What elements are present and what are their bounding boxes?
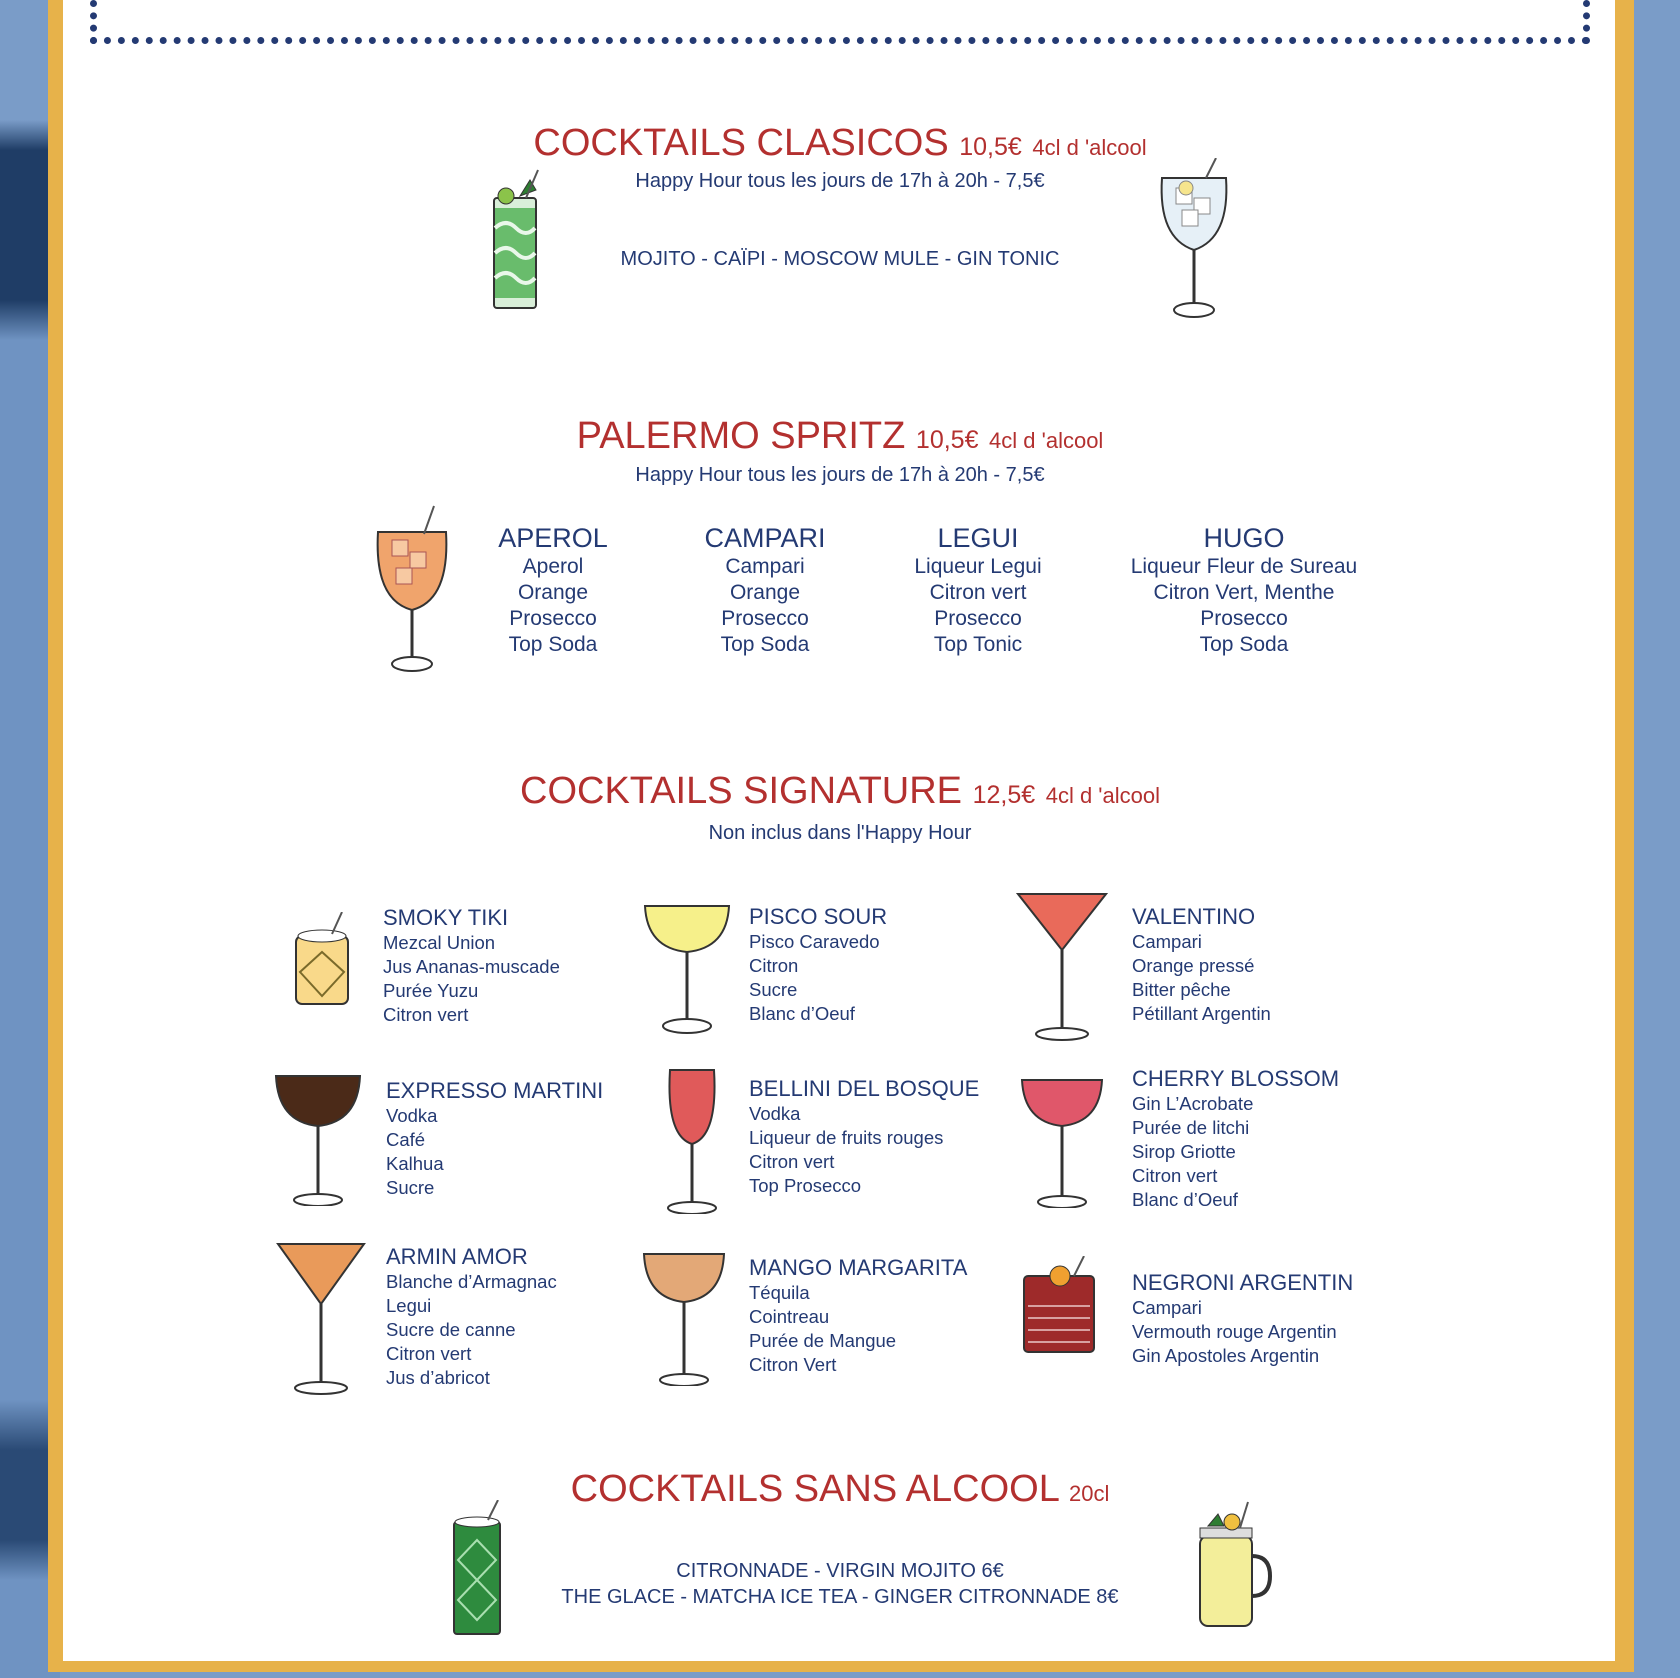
cocktail-name: BELLINI DEL BOSQUE xyxy=(749,1076,980,1101)
signature-item-pisco-sour xyxy=(749,904,887,1026)
ingredient: Citron Vert xyxy=(749,1354,837,1375)
ingredient: Orange pressé xyxy=(1132,955,1255,976)
ingredient: Gin L’Acrobate xyxy=(1132,1093,1254,1114)
section-title: COCKTAILS SANS ALCOOL xyxy=(570,1468,1059,1510)
spritz-name: APEROL xyxy=(498,523,608,553)
cocktail-name: MANGO MARGARITA xyxy=(749,1255,968,1280)
signature-item-bellini-del-bosque xyxy=(749,1076,979,1198)
ingredient: Vermouth rouge Argentin xyxy=(1132,1321,1337,1342)
ingredient: Citron Vert, Menthe xyxy=(1153,581,1335,604)
signature-item-negroni-argentin xyxy=(1132,1270,1353,1368)
ingredient: Mezcal Union xyxy=(383,932,496,953)
ingredient: Prosecco xyxy=(934,607,1022,630)
ingredient: Blanche d’Armagnac xyxy=(386,1271,557,1292)
ingredient: Vodka xyxy=(386,1105,438,1126)
signature-item-cherry-blossom xyxy=(1132,1066,1339,1212)
ingredient: Cointreau xyxy=(749,1306,830,1327)
armin-amor-martini-glass-icon xyxy=(276,1240,366,1396)
cocktail-name: NEGRONI ARGENTIN xyxy=(1132,1270,1354,1295)
signature-item-valentino xyxy=(1132,904,1271,1026)
spritz-happy-hour: Happy Hour tous les jours de 17h à 20h - 7,5€ xyxy=(635,464,1045,486)
ingredient: Gin Apostoles Argentin xyxy=(1132,1345,1320,1366)
spritz-heading xyxy=(0,415,1680,458)
bellini-wine-glass-icon xyxy=(664,1066,720,1214)
spritz-item-hugo xyxy=(1114,522,1374,658)
ingredient: Jus Ananas-muscade xyxy=(383,956,560,977)
section-title: COCKTAILS SIGNATURE xyxy=(520,770,963,812)
spritz-name: CAMPARI xyxy=(704,523,826,553)
ingredient: Sucre de canne xyxy=(386,1319,516,1340)
ingredient: Top Soda xyxy=(720,633,810,656)
ingredient: Citron vert xyxy=(929,581,1027,604)
ingredient: Liqueur Fleur de Sureau xyxy=(1130,555,1358,578)
cocktail-name: VALENTINO xyxy=(1132,904,1256,929)
ingredient: Liqueur Legui xyxy=(914,555,1042,578)
ingredient: Aperol xyxy=(522,555,584,578)
ingredient: Citron vert xyxy=(386,1343,472,1364)
ingredient: Campari xyxy=(1132,931,1202,952)
ingredient: Blanc d’Oeuf xyxy=(749,1003,855,1024)
ingredient: Purée de litchi xyxy=(1132,1117,1250,1138)
ingredient: Blanc d’Oeuf xyxy=(1132,1189,1238,1210)
tiki-glass-icon xyxy=(292,912,356,1008)
ingredient: Purée de Mangue xyxy=(749,1330,897,1351)
cocktail-name: SMOKY TIKI xyxy=(383,905,509,930)
section-title: COCKTAILS CLASICOS xyxy=(533,122,949,164)
ingredient: Legui xyxy=(386,1295,432,1316)
ingredient: Sirop Griotte xyxy=(1132,1141,1236,1162)
cocktail-name: CHERRY BLOSSOM xyxy=(1132,1066,1340,1091)
ingredient: Pisco Caravedo xyxy=(749,931,880,952)
signature-item-smoky-tiki xyxy=(383,905,560,1027)
cocktail-name: EXPRESSO MARTINI xyxy=(386,1078,604,1103)
signature-note: Non inclus dans l'Happy Hour xyxy=(708,822,972,844)
negroni-glass-icon xyxy=(1020,1256,1104,1356)
ingredient: Top Soda xyxy=(1199,633,1289,656)
ingredient: Café xyxy=(386,1129,426,1150)
ingredient: Sucre xyxy=(386,1177,435,1198)
clasicos-happy-hour: Happy Hour tous les jours de 17h à 20h - 7,5€ xyxy=(635,170,1045,192)
ingredient: Pétillant Argentin xyxy=(1132,1003,1271,1024)
section-title: PALERMO SPRITZ xyxy=(576,415,906,457)
section-price: 10,5€ xyxy=(959,133,1022,161)
lemonade-jar-icon xyxy=(1196,1500,1272,1630)
clasicos-heading xyxy=(0,122,1680,165)
ingredient: Téquila xyxy=(749,1282,810,1303)
gin-tonic-glass-icon xyxy=(1156,158,1232,322)
valentino-martini-glass-icon xyxy=(1016,890,1108,1042)
pisco-sour-glass-icon xyxy=(643,902,731,1034)
ingredient: Campari xyxy=(1132,1297,1202,1318)
ingredient: Sucre xyxy=(749,979,798,1000)
expresso-martini-glass-icon xyxy=(274,1072,362,1206)
ingredient: Kalhua xyxy=(386,1153,444,1174)
ingredient: Citron xyxy=(749,955,799,976)
clasicos-list: MOJITO - CAÏPI - MOSCOW MULE - GIN TONIC xyxy=(620,248,1060,270)
spritz-name: LEGUI xyxy=(937,523,1019,553)
cocktail-name: ARMIN AMOR xyxy=(386,1244,528,1269)
virgin-mojito-glass-icon xyxy=(450,1500,508,1638)
section-volume: 4cl d 'alcool xyxy=(1032,135,1147,160)
ingredient: Prosecco xyxy=(509,607,597,630)
ingredient: Prosecco xyxy=(1200,607,1288,630)
section-volume: 4cl d 'alcool xyxy=(989,428,1104,453)
dotted-border xyxy=(90,0,1590,44)
ingredient: Liqueur de fruits rouges xyxy=(749,1127,944,1148)
ingredient: Bitter pêche xyxy=(1132,979,1231,1000)
ingredient: Orange xyxy=(729,581,801,604)
signature-item-mango-margarita xyxy=(749,1255,967,1377)
spritz-item-legui xyxy=(848,522,1108,658)
section-price: 10,5€ xyxy=(915,426,979,454)
signature-item-expresso-martini xyxy=(386,1078,603,1200)
ingredient: Prosecco xyxy=(721,607,809,630)
ingredient: Top Prosecco xyxy=(749,1175,862,1196)
signature-heading xyxy=(0,770,1680,813)
ingredient: Jus d’abricot xyxy=(386,1367,490,1388)
ingredient: Vodka xyxy=(749,1103,801,1124)
section-volume: 4cl d 'alcool xyxy=(1045,783,1160,808)
ingredient: Top Soda xyxy=(508,633,598,656)
ingredient: Citron vert xyxy=(1132,1165,1218,1186)
section-volume: 20cl xyxy=(1069,1481,1110,1506)
mojito-glass-icon xyxy=(486,168,546,312)
cherry-blossom-glass-icon xyxy=(1020,1076,1104,1208)
ingredient: Citron vert xyxy=(749,1151,835,1172)
sans-alcool-line-2: THE GLACE - MATCHA ICE TEA - GINGER CITRONNADE 8€ xyxy=(561,1586,1119,1608)
spritz-name: HUGO xyxy=(1203,523,1285,553)
section-price: 12,5€ xyxy=(972,781,1036,809)
ingredient: Purée Yuzu xyxy=(383,980,479,1001)
ingredient: Orange xyxy=(517,581,589,604)
cocktail-name: PISCO SOUR xyxy=(749,904,888,929)
ingredient: Citron vert xyxy=(383,1004,469,1025)
mango-margarita-glass-icon xyxy=(642,1250,726,1386)
ingredient: Campari xyxy=(725,555,805,578)
ingredient: Top Tonic xyxy=(933,633,1023,656)
signature-item-armin-amor xyxy=(386,1244,557,1390)
sans-alcool-line-1: CITRONNADE - VIRGIN MOJITO 6€ xyxy=(676,1560,1004,1582)
sans-alcool-heading xyxy=(0,1468,1680,1511)
